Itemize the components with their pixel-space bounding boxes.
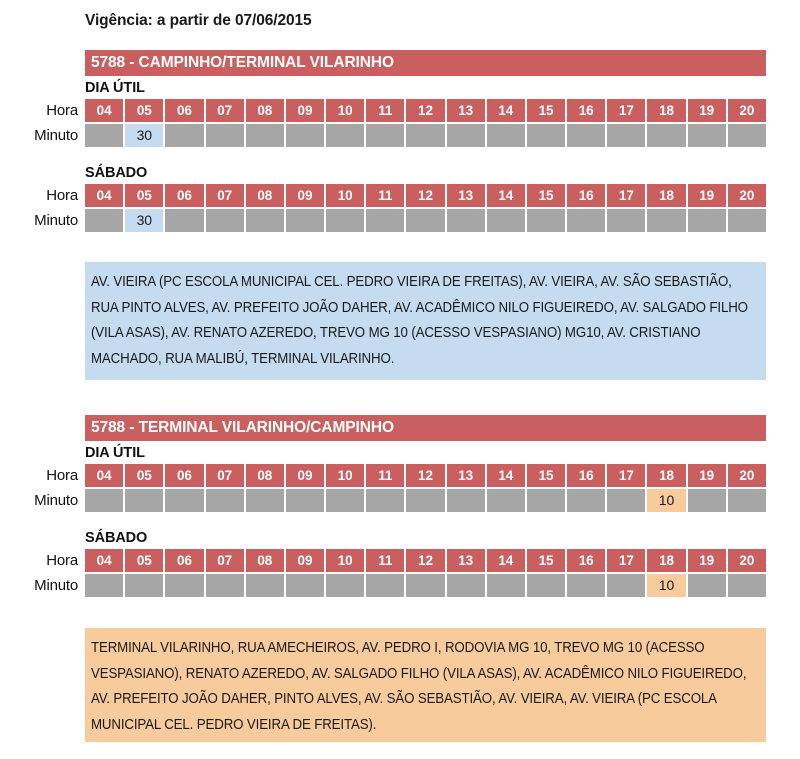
minute-cell — [487, 124, 525, 147]
hour-cell: 04 — [85, 184, 123, 207]
route-section-campinho-terminal-vilarinho — [34, 50, 766, 232]
minute-cell — [527, 489, 565, 512]
hour-cell: 14 — [487, 549, 525, 572]
schedule-table-weekday — [34, 99, 766, 147]
hour-cell: 13 — [447, 184, 485, 207]
minute-row — [34, 574, 766, 597]
minute-cell — [447, 489, 485, 512]
hour-cell: 20 — [728, 549, 766, 572]
hour-cell: 11 — [366, 464, 404, 487]
minute-cell — [688, 209, 726, 232]
minute-row-label: Minuto — [34, 492, 78, 509]
minute-cell — [688, 574, 726, 597]
hour-cell: 09 — [286, 99, 324, 122]
itinerary-text: AV. VIEIRA (PC ESCOLA MUNICIPAL CEL. PEDRO VIEIRA DE FREITAS), AV. VIEIRA, AV. SÃO SEBASTIÃO, RUA PINTO ALVES, AV. PREFEITO JOÃO DAHER, AV. ACADÊMICO NILO FIGUEIREDO, AV. SALGADO FILHO (VILA ASAS), AV. RENATO AZEREDO, TREVO MG 10 (ACESSO VESPASIANO) MG10, AV. CRISTIANO MACHADO, RUA MALIBÚ, TERMINAL VILARINHO. — [91, 274, 748, 367]
hour-cell: 10 — [326, 549, 364, 572]
minute-cell — [688, 489, 726, 512]
hour-cell: 04 — [85, 464, 123, 487]
minute-cell — [728, 489, 766, 512]
hour-cell: 18 — [647, 184, 685, 207]
hour-cell: 19 — [688, 184, 726, 207]
itinerary-block-return — [85, 628, 766, 742]
minute-cell — [246, 124, 284, 147]
minute-cell — [406, 124, 444, 147]
hour-cell: 18 — [647, 549, 685, 572]
hour-row-label: Hora — [46, 467, 78, 484]
route-title-bar: 5788 - TERMINAL VILARINHO/CAMPINHO — [85, 415, 766, 441]
hour-cell: 08 — [246, 464, 284, 487]
minute-cell: 10 — [647, 574, 685, 597]
minute-cell — [326, 574, 364, 597]
day-type-label-saturday: SÁBADO — [85, 530, 148, 546]
minute-row-label: Minuto — [34, 212, 78, 229]
hour-cell: 20 — [728, 184, 766, 207]
minute-cell — [567, 209, 605, 232]
hour-cell: 06 — [165, 184, 203, 207]
minute-cell — [447, 209, 485, 232]
hour-cell: 17 — [607, 464, 645, 487]
hour-cell: 12 — [406, 99, 444, 122]
hour-cell: 09 — [286, 464, 324, 487]
minute-cell — [527, 574, 565, 597]
hour-cell: 18 — [647, 464, 685, 487]
minute-cell — [246, 209, 284, 232]
schedule-table-weekday — [34, 464, 766, 512]
minute-cell — [326, 489, 364, 512]
hour-cell: 14 — [487, 99, 525, 122]
minute-cell — [206, 489, 244, 512]
hour-cell: 07 — [206, 549, 244, 572]
day-type-label-saturday: SÁBADO — [85, 165, 148, 181]
hour-cell: 15 — [527, 464, 565, 487]
minute-cell — [165, 489, 203, 512]
minute-cell — [366, 209, 404, 232]
minute-cell — [85, 489, 123, 512]
hour-cell: 05 — [125, 549, 163, 572]
hour-cell: 19 — [688, 464, 726, 487]
hour-cell: 12 — [406, 184, 444, 207]
minute-cell — [647, 209, 685, 232]
hour-cell: 14 — [487, 184, 525, 207]
hour-cell: 05 — [125, 99, 163, 122]
minute-cell — [206, 124, 244, 147]
hour-cell: 05 — [125, 184, 163, 207]
minute-cell — [688, 124, 726, 147]
hour-cell: 17 — [607, 549, 645, 572]
hour-cell: 07 — [206, 99, 244, 122]
hour-cell: 16 — [567, 464, 605, 487]
minute-cells — [85, 124, 766, 147]
itinerary-block-outbound — [85, 262, 766, 380]
hour-cell: 08 — [246, 99, 284, 122]
minute-cell — [447, 574, 485, 597]
hour-cell: 06 — [165, 549, 203, 572]
minute-cell — [125, 574, 163, 597]
route-section-terminal-vilarinho-campinho — [34, 415, 766, 597]
hour-cell: 14 — [487, 464, 525, 487]
hour-cell: 15 — [527, 549, 565, 572]
hour-row — [46, 99, 766, 122]
hour-cell: 17 — [607, 184, 645, 207]
hour-cell: 11 — [366, 184, 404, 207]
hour-cell: 18 — [647, 99, 685, 122]
hour-cell: 17 — [607, 99, 645, 122]
minute-cell — [246, 574, 284, 597]
minute-cell — [607, 209, 645, 232]
minute-cell — [165, 124, 203, 147]
hour-cell: 16 — [567, 99, 605, 122]
validity-date: Vigência: a partir de 07/06/2015 — [85, 12, 312, 29]
hour-row-label: Hora — [46, 187, 78, 204]
hour-cell: 07 — [206, 184, 244, 207]
hour-cells — [85, 549, 766, 572]
hour-row — [46, 549, 766, 572]
minute-cell — [286, 209, 324, 232]
minute-cell — [326, 209, 364, 232]
day-type-label-weekday: DIA ÚTIL — [85, 445, 145, 461]
hour-cell: 20 — [728, 464, 766, 487]
hour-row-label: Hora — [46, 552, 78, 569]
hour-cell: 05 — [125, 464, 163, 487]
hour-cell: 12 — [406, 464, 444, 487]
minute-cell — [527, 124, 565, 147]
minute-cell — [206, 209, 244, 232]
hour-cell: 20 — [728, 99, 766, 122]
minute-cell — [125, 489, 163, 512]
hour-cells — [85, 99, 766, 122]
minute-cell — [728, 209, 766, 232]
minute-cell: 30 — [125, 209, 163, 232]
hour-cell: 10 — [326, 464, 364, 487]
hour-cell: 19 — [688, 99, 726, 122]
minute-cell — [165, 209, 203, 232]
minute-cell — [85, 124, 123, 147]
minute-cell — [406, 209, 444, 232]
route-title-bar: 5788 - CAMPINHO/TERMINAL VILARINHO — [85, 50, 766, 76]
hour-cells — [85, 184, 766, 207]
day-type-label-weekday: DIA ÚTIL — [85, 80, 145, 96]
minute-cell — [85, 209, 123, 232]
minute-row-label: Minuto — [34, 127, 78, 144]
hour-cell: 11 — [366, 549, 404, 572]
minute-cell — [447, 124, 485, 147]
hour-cells — [85, 464, 766, 487]
minute-cell — [406, 574, 444, 597]
minute-row — [34, 209, 766, 232]
minute-cell — [165, 574, 203, 597]
minute-cell — [366, 574, 404, 597]
hour-cell: 10 — [326, 99, 364, 122]
minute-cells — [85, 489, 766, 512]
hour-cell: 12 — [406, 549, 444, 572]
hour-cell: 09 — [286, 184, 324, 207]
minute-cell: 30 — [125, 124, 163, 147]
hour-cell: 13 — [447, 99, 485, 122]
minute-cell — [326, 124, 364, 147]
minute-cell: 10 — [647, 489, 685, 512]
hour-cell: 07 — [206, 464, 244, 487]
minute-row — [34, 124, 766, 147]
minute-cell — [487, 574, 525, 597]
minute-row-label: Minuto — [34, 577, 78, 594]
minute-cells — [85, 574, 766, 597]
minute-cell — [647, 124, 685, 147]
minute-cell — [607, 574, 645, 597]
minute-cell — [607, 489, 645, 512]
minute-cell — [728, 124, 766, 147]
minute-cells — [85, 209, 766, 232]
minute-cell — [366, 489, 404, 512]
hour-cell: 13 — [447, 549, 485, 572]
hour-cell: 08 — [246, 184, 284, 207]
hour-cell: 09 — [286, 549, 324, 572]
hour-cell: 15 — [527, 99, 565, 122]
minute-cell — [406, 489, 444, 512]
minute-cell — [366, 124, 404, 147]
hour-cell: 19 — [688, 549, 726, 572]
hour-row — [46, 184, 766, 207]
hour-cell: 13 — [447, 464, 485, 487]
hour-cell: 06 — [165, 99, 203, 122]
hour-cell: 15 — [527, 184, 565, 207]
minute-cell — [286, 124, 324, 147]
minute-cell — [527, 209, 565, 232]
hour-cell: 04 — [85, 99, 123, 122]
schedule-table-saturday — [34, 184, 766, 232]
hour-cell: 11 — [366, 99, 404, 122]
hour-cell: 10 — [326, 184, 364, 207]
minute-cell — [286, 574, 324, 597]
minute-cell — [728, 574, 766, 597]
minute-cell — [206, 574, 244, 597]
minute-cell — [85, 574, 123, 597]
minute-cell — [567, 124, 605, 147]
hour-cell: 16 — [567, 184, 605, 207]
hour-cell: 08 — [246, 549, 284, 572]
schedule-table-saturday — [34, 549, 766, 597]
hour-cell: 06 — [165, 464, 203, 487]
itinerary-text: TERMINAL VILARINHO, RUA AMECHEIROS, AV. PEDRO I, RODOVIA MG 10, TREVO MG 10 (ACESSO VESPASIANO), RENATO AZEREDO, AV. SALGADO FILHO (VILA ASAS), AV. ACADÊMICO NILO FIGUEIREDO, AV. PREFEITO JOÃO DAHER, PINTO ALVES, AV. SÃO SEBASTIÃO, AV. VIEIRA, AV. VIEIRA (PC ESCOLA MUNICIPAL CEL. PEDRO VIEIRA DE FREITAS). — [91, 640, 747, 733]
minute-row — [34, 489, 766, 512]
hour-cell: 04 — [85, 549, 123, 572]
minute-cell — [487, 489, 525, 512]
hour-row — [46, 464, 766, 487]
minute-cell — [487, 209, 525, 232]
hour-cell: 16 — [567, 549, 605, 572]
hour-row-label: Hora — [46, 102, 78, 119]
minute-cell — [246, 489, 284, 512]
minute-cell — [567, 489, 605, 512]
minute-cell — [567, 574, 605, 597]
minute-cell — [286, 489, 324, 512]
minute-cell — [607, 124, 645, 147]
